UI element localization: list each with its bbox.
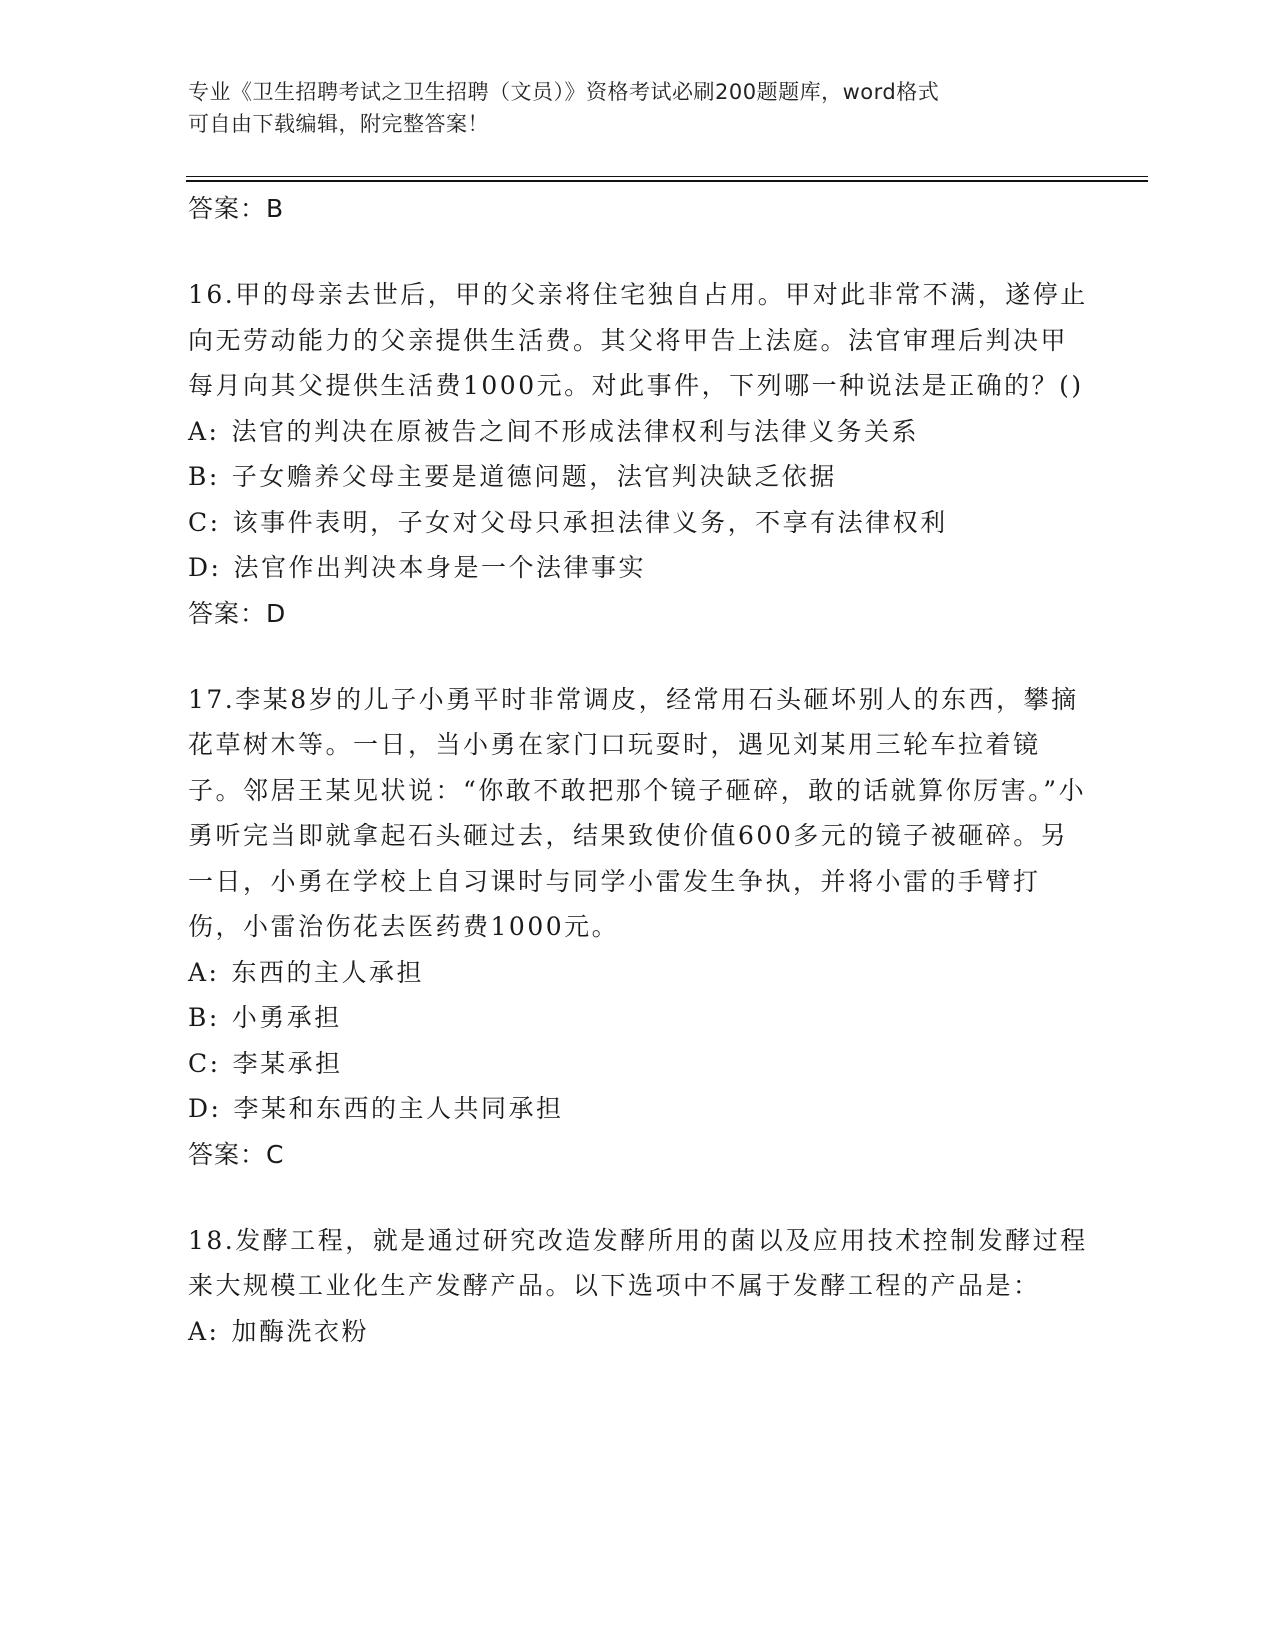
option-a bbox=[188, 950, 1088, 996]
option-letter: C: bbox=[188, 507, 221, 537]
option-letter: D: bbox=[188, 1094, 222, 1123]
question-16 bbox=[188, 272, 1088, 637]
option-letter: C: bbox=[188, 1048, 221, 1078]
option-text: 加酶洗衣粉 bbox=[231, 1316, 369, 1346]
option-text: 李某承担 bbox=[232, 1048, 343, 1078]
question-18 bbox=[188, 1218, 1088, 1355]
question-stem: 18.发酵工程，就是通过研究改造发酵所用的菌以及应用技术控制发酵过程来大规模工业化生产发酵产品。以下选项中不属于发酵工程的产品是： bbox=[188, 1225, 1088, 1300]
question-17 bbox=[188, 677, 1088, 1178]
option-letter: A: bbox=[188, 957, 220, 987]
option-b bbox=[188, 454, 1088, 500]
header-divider-thin bbox=[186, 176, 1148, 177]
answer-label: 答案：C bbox=[188, 1139, 285, 1169]
option-text: 法官作出判决本身是一个法律事实 bbox=[233, 553, 646, 582]
option-text: 小勇承担 bbox=[231, 1003, 342, 1032]
header-divider-thick bbox=[186, 180, 1148, 182]
option-text: 子女赡养父母主要是道德问题，法官判决缺乏依据 bbox=[231, 462, 837, 491]
option-a bbox=[188, 409, 1088, 455]
option-c bbox=[188, 1041, 1088, 1087]
option-letter: A: bbox=[188, 1316, 220, 1346]
option-text: 该事件表明，子女对父母只承担法律义务，不享有法律权利 bbox=[232, 507, 948, 537]
option-text: 东西的主人承担 bbox=[231, 957, 424, 987]
option-d bbox=[188, 545, 1088, 591]
question-list bbox=[188, 186, 1088, 1354]
answer-label: 答案：D bbox=[188, 598, 287, 628]
question-stem: 16.甲的母亲去世后，甲的父亲将住宅独自占用。甲对此非常不满，遂停止向无劳动能力的父亲提供生活费。其父将甲告上法庭。法官审理后判决甲每月向其父提供生活费1000元。对此事件，下列哪一种说法是正确的？() bbox=[188, 280, 1088, 400]
question-stem: 17.李某8岁的儿子小勇平时非常调皮，经常用石头砸坏别人的东西，攀摘花草树木等。一日，当小勇在家门口玩耍时，遇见刘某用三轮车拉着镜子。邻居王某见状说：“你敢不敢把那个镜子砸碎，敢的话就算你厉害。”小勇听完当即就拿起石头砸过去，结果致使价值600多元的镜子被砸碎。另一日，小勇在学校上自习课时与同学小雷发生争执，并将小雷的手臂打伤，小雷治伤花去医药费1000元。 bbox=[188, 684, 1087, 941]
header-line-2: 可自由下载编辑，附完整答案！ bbox=[188, 112, 489, 136]
answer-label: 答案：B bbox=[188, 194, 285, 223]
option-letter: D: bbox=[188, 553, 222, 582]
option-c bbox=[188, 500, 1088, 546]
option-letter: A: bbox=[188, 416, 220, 446]
option-d bbox=[188, 1086, 1088, 1132]
option-a bbox=[188, 1309, 1088, 1355]
option-b bbox=[188, 995, 1088, 1041]
option-text: 法官的判决在原被告之间不形成法律权利与法律义务关系 bbox=[231, 416, 919, 446]
option-letter: B: bbox=[188, 1003, 220, 1032]
option-letter: B: bbox=[188, 462, 220, 491]
option-text: 李某和东西的主人共同承担 bbox=[233, 1094, 564, 1123]
header-line-1: 专业《卫生招聘考试之卫生招聘（文员）》资格考试必刷200题题库，word格式 bbox=[188, 80, 940, 104]
page-header bbox=[188, 76, 1088, 140]
